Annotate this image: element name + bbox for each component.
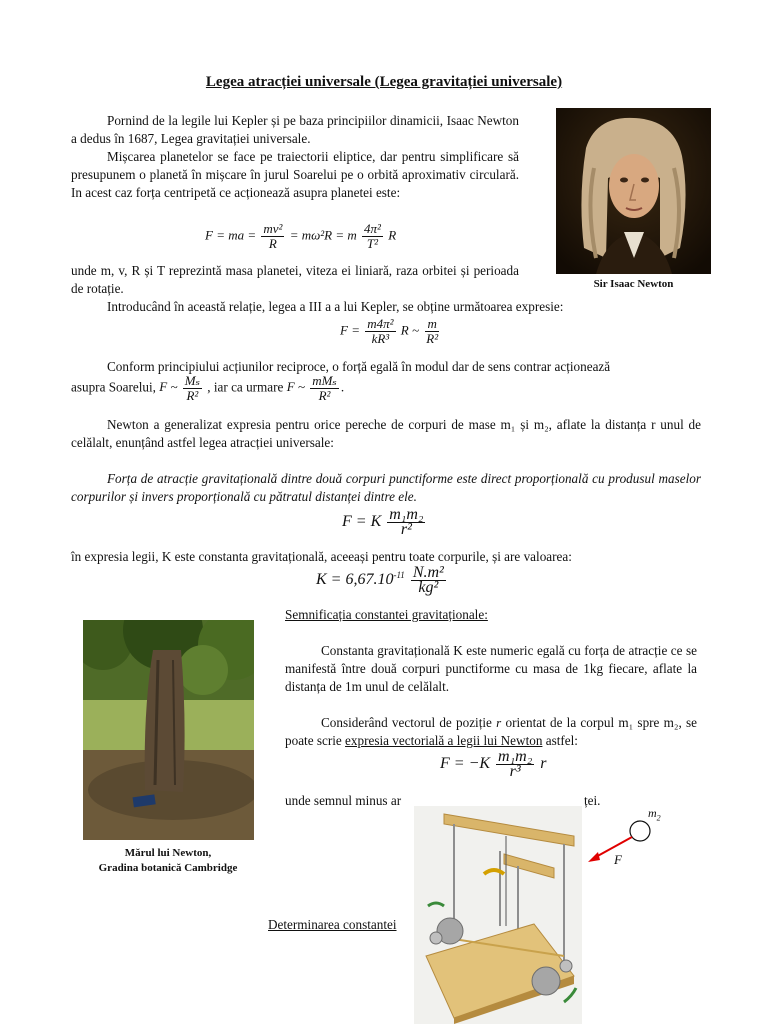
paragraph-orbit: Mișcarea planetelor se face pe traiectorii eliptice, dar pentru simplificare să presupunem o planetă în mișcare în jurul Soarelui pe o orbită aproximativ circulară. In acest caz forța centripetă ce acționează asupra planetei este: — [71, 149, 519, 200]
force-vector-diagram — [580, 800, 700, 880]
equation-law: F = K $\frac{\text{m₁m₂}}{\text{r²}}$ — [342, 506, 424, 538]
paragraph-generalization: Newton a generalizat expresia pentru orice pereche de corpuri de mase m₁ și m₂, aflate la distanța r unul de celălalt, enunțând astfel legea atracției universale: — [71, 417, 701, 450]
tree-caption-2: Gradina botanică Cambridge — [98, 862, 238, 874]
section-heading-significance: Semnificația constantei gravitaționale: — [285, 607, 488, 622]
tree-caption-1: Mărul lui Newton, — [124, 847, 212, 859]
newton-caption: Sir Isaac Newton — [593, 278, 674, 290]
equation-vector-law: F = −K $\frac{\text{m₁m₂}}{\text{r³}}$ r — [440, 748, 547, 780]
equation-kepler: F = $\frac{\text{m4π²}}{\text{kR³}}$ R ~ $\frac{m}{\text{R²}}$ — [340, 316, 439, 346]
page-title: Legea atracției universale (Legea gravitației universale) — [205, 74, 563, 90]
newton-apple-tree-photo — [83, 620, 254, 840]
paragraph-reciprocal: Conform principiului acțiunilor reciproce, o forță egală în modul dar de sens contrar acționează — [107, 359, 611, 374]
section-heading-determination: Determinarea constantei — [268, 917, 397, 932]
paragraph-minus-sign-end: ței. — [584, 793, 601, 808]
paragraph-kepler: Introducând în această relație, legea a III a a lui Kepler, se obține următoarea expresie: — [107, 299, 564, 314]
cavendish-apparatus-diagram — [414, 806, 582, 1024]
paragraph-vector: Considerând vectorul de poziție r orientat de la corpul m₁ spre m₂, se poate scrie expresia vectorială a legii lui Newton astfel: — [285, 715, 698, 748]
newton-portrait — [556, 108, 711, 274]
law-statement: Forța de atracție gravitațională dintre două corpuri punctiforme este direct proporțională cu produsul maselor corpurilor și invers proporțională cu pătratul distanței dintre ele. — [71, 471, 701, 504]
label-m2: $m_2$ — [648, 806, 661, 823]
paragraph-significance: Constanta gravitațională K este numeric egală cu forța de atracție ce se manifestă între două corpuri punctiforme cu masa de 1kg fiecare, aflate la distanța de 1m unul de celălalt. — [285, 643, 697, 694]
paragraph-variables: unde m, v, R și T reprezintă masa planetei, viteza ei liniară, raza orbitei și perioada de rotație. — [71, 263, 519, 296]
equation-centripetal: F = ma = $\frac{\text{mv²}}{R}$ = mω²R = m $\frac{\text{4π²}}{\text{T²}}$ R — [205, 221, 397, 251]
label-force: F — [614, 852, 622, 867]
paragraph-intro: Pornind de la legile lui Kepler și pe baza principiilor dinamicii, Isaac Newton a dedus în 1687, Legea gravitației universale. — [71, 113, 519, 146]
equation-constant-value: $K = 6,67.10^{-11}$ $\frac{\text{N.m²}}{\text{kg²}}$ — [316, 564, 444, 596]
paragraph-minus-sign: unde semnul minus ar — [285, 793, 402, 808]
paragraph-constant: în expresia legii, K este constanta gravitațională, aceeași pentru toate corpurile, și are valoarea: — [71, 549, 572, 564]
paragraph-reciprocal-cont: asupra Soarelui, F ~ $\frac{\text{Mₛ}}{\text{R²}}$ , iar ca urmare F ~ $\frac{\text{mMₛ}}{\text{R²}}$ . — [71, 373, 345, 403]
